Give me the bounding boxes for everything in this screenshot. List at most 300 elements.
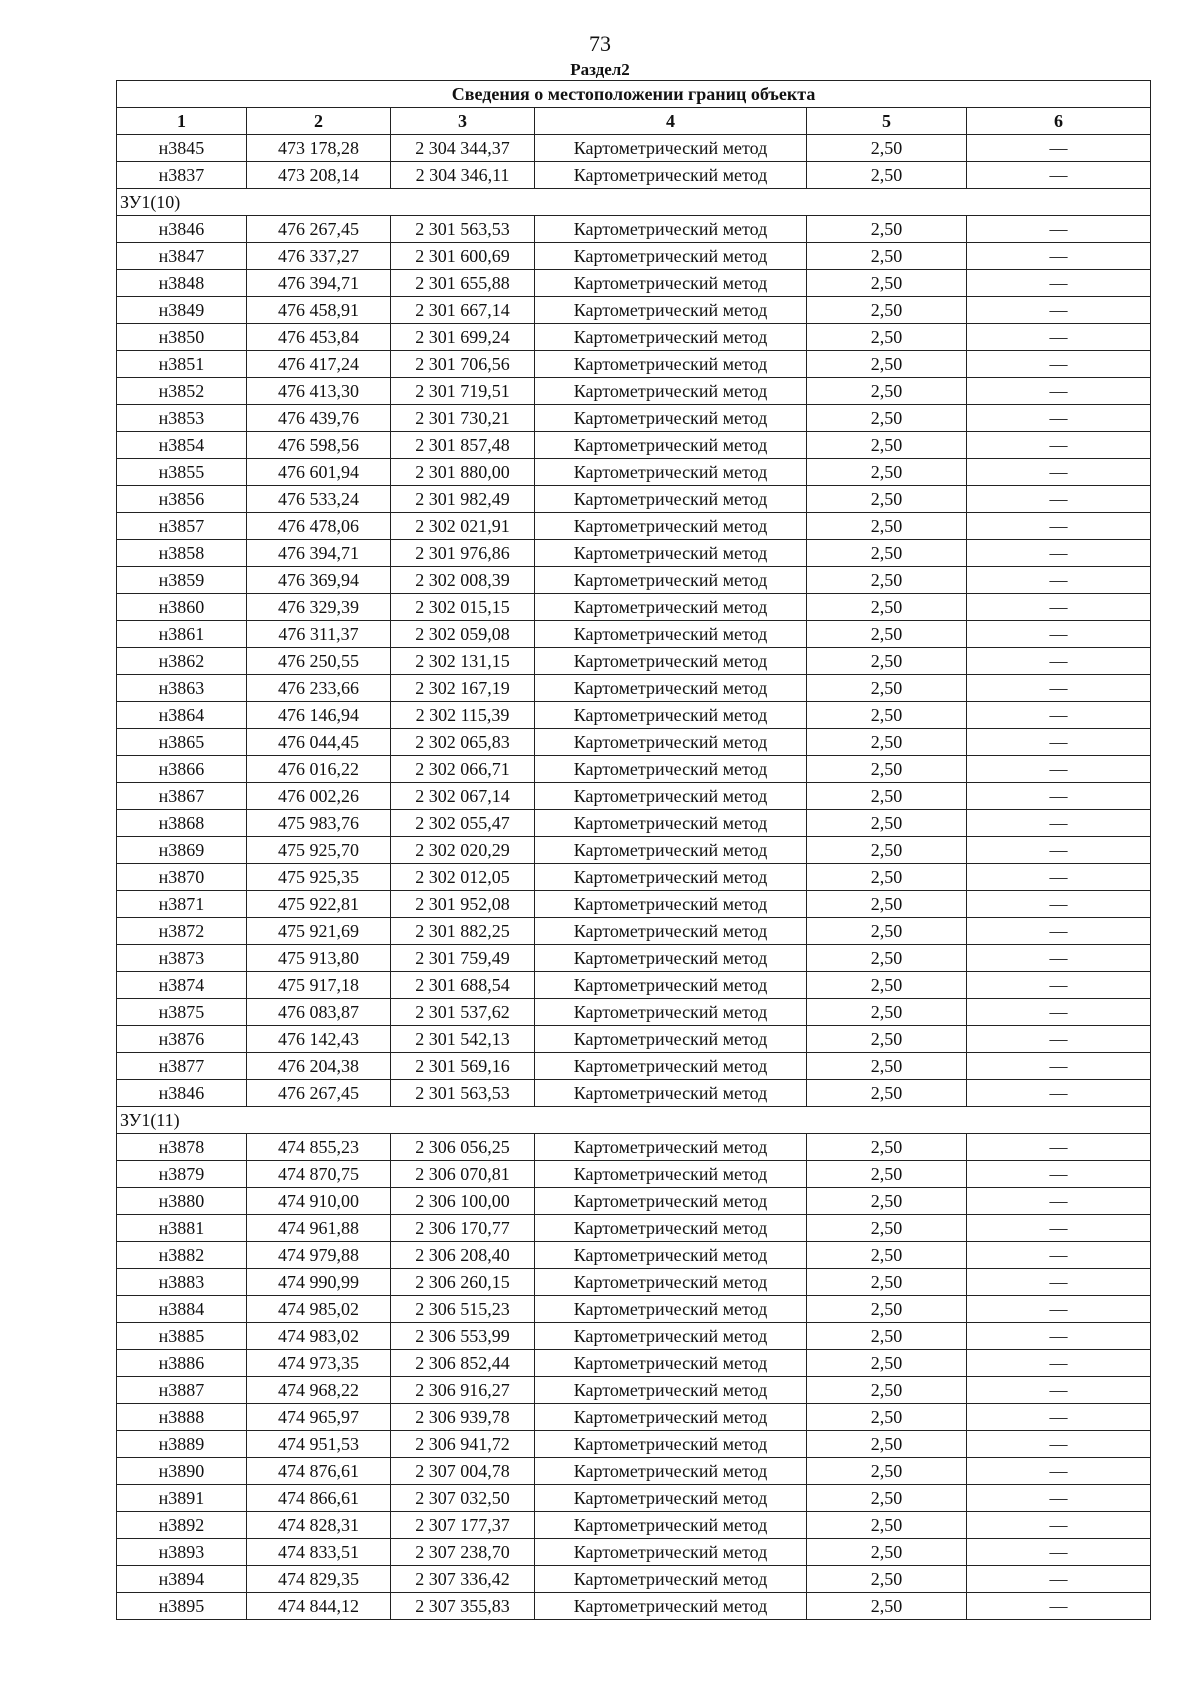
description-cell: — — [967, 918, 1151, 945]
description-cell: — — [967, 1296, 1151, 1323]
description-cell: — — [967, 162, 1151, 189]
method-cell: Картометрический метод — [535, 432, 807, 459]
y-coordinate-cell: 2 304 344,37 — [391, 135, 535, 162]
method-cell: Картометрический метод — [535, 540, 807, 567]
accuracy-cell: 2,50 — [807, 945, 967, 972]
method-cell: Картометрический метод — [535, 162, 807, 189]
group-label: ЗУ1(10) — [117, 189, 1151, 216]
point-id-cell: н3866 — [117, 756, 247, 783]
accuracy-cell: 2,50 — [807, 972, 967, 999]
method-cell: Картометрический метод — [535, 1458, 807, 1485]
point-id-cell: н3895 — [117, 1593, 247, 1620]
y-coordinate-cell: 2 301 719,51 — [391, 378, 535, 405]
y-coordinate-cell: 2 306 056,25 — [391, 1134, 535, 1161]
x-coordinate-cell: 476 533,24 — [247, 486, 391, 513]
description-cell: — — [967, 1539, 1151, 1566]
x-coordinate-cell: 474 844,12 — [247, 1593, 391, 1620]
x-coordinate-cell: 476 394,71 — [247, 540, 391, 567]
point-id-cell: н3885 — [117, 1323, 247, 1350]
table-row — [117, 1458, 1151, 1485]
table-row — [117, 1350, 1151, 1377]
x-coordinate-cell: 474 951,53 — [247, 1431, 391, 1458]
description-cell: — — [967, 1080, 1151, 1107]
y-coordinate-cell: 2 302 020,29 — [391, 837, 535, 864]
table-row — [117, 621, 1151, 648]
x-coordinate-cell: 474 961,88 — [247, 1215, 391, 1242]
table-row — [117, 243, 1151, 270]
y-coordinate-cell: 2 301 667,14 — [391, 297, 535, 324]
point-id-cell: н3850 — [117, 324, 247, 351]
accuracy-cell: 2,50 — [807, 675, 967, 702]
table-row — [117, 1377, 1151, 1404]
description-cell: — — [967, 135, 1151, 162]
x-coordinate-cell: 476 016,22 — [247, 756, 391, 783]
description-cell: — — [967, 702, 1151, 729]
accuracy-cell: 2,50 — [807, 459, 967, 486]
x-coordinate-cell: 475 983,76 — [247, 810, 391, 837]
method-cell: Картометрический метод — [535, 756, 807, 783]
y-coordinate-cell: 2 301 730,21 — [391, 405, 535, 432]
point-id-cell: н3855 — [117, 459, 247, 486]
method-cell: Картометрический метод — [535, 594, 807, 621]
point-id-cell: н3868 — [117, 810, 247, 837]
description-cell: — — [967, 1188, 1151, 1215]
table-row — [117, 405, 1151, 432]
method-cell: Картометрический метод — [535, 270, 807, 297]
x-coordinate-cell: 476 002,26 — [247, 783, 391, 810]
y-coordinate-cell: 2 307 004,78 — [391, 1458, 535, 1485]
method-cell: Картометрический метод — [535, 1350, 807, 1377]
x-coordinate-cell: 476 233,66 — [247, 675, 391, 702]
y-coordinate-cell: 2 301 880,00 — [391, 459, 535, 486]
accuracy-cell: 2,50 — [807, 864, 967, 891]
accuracy-cell: 2,50 — [807, 648, 967, 675]
accuracy-cell: 2,50 — [807, 1080, 967, 1107]
y-coordinate-cell: 2 301 563,53 — [391, 216, 535, 243]
table-row — [117, 216, 1151, 243]
table-row — [117, 1161, 1151, 1188]
description-cell: — — [967, 756, 1151, 783]
x-coordinate-cell: 474 876,61 — [247, 1458, 391, 1485]
accuracy-cell: 2,50 — [807, 540, 967, 567]
point-id-cell: н3875 — [117, 999, 247, 1026]
point-id-cell: н3891 — [117, 1485, 247, 1512]
table-row — [117, 135, 1151, 162]
x-coordinate-cell: 475 925,70 — [247, 837, 391, 864]
x-coordinate-cell: 476 267,45 — [247, 1080, 391, 1107]
y-coordinate-cell: 2 301 542,13 — [391, 1026, 535, 1053]
table-row — [117, 459, 1151, 486]
y-coordinate-cell: 2 301 600,69 — [391, 243, 535, 270]
table-title: Сведения о местоположении границ объекта — [117, 81, 1151, 108]
y-coordinate-cell: 2 301 982,49 — [391, 486, 535, 513]
table-row — [117, 1296, 1151, 1323]
point-id-cell: н3864 — [117, 702, 247, 729]
table-row — [117, 1134, 1151, 1161]
point-id-cell: н3849 — [117, 297, 247, 324]
x-coordinate-cell: 476 458,91 — [247, 297, 391, 324]
description-cell: — — [967, 1134, 1151, 1161]
description-cell: — — [967, 1566, 1151, 1593]
description-cell: — — [967, 1485, 1151, 1512]
accuracy-cell: 2,50 — [807, 378, 967, 405]
description-cell: — — [967, 513, 1151, 540]
table-title-row — [117, 81, 1151, 108]
column-header: 5 — [807, 108, 967, 135]
x-coordinate-cell: 476 204,38 — [247, 1053, 391, 1080]
description-cell: — — [967, 324, 1151, 351]
table-row — [117, 837, 1151, 864]
method-cell: Картометрический метод — [535, 1377, 807, 1404]
point-id-cell: н3863 — [117, 675, 247, 702]
method-cell: Картометрический метод — [535, 459, 807, 486]
point-id-cell: н3884 — [117, 1296, 247, 1323]
description-cell: — — [967, 405, 1151, 432]
method-cell: Картометрический метод — [535, 1026, 807, 1053]
x-coordinate-cell: 476 250,55 — [247, 648, 391, 675]
table-group-row — [117, 189, 1151, 216]
accuracy-cell: 2,50 — [807, 594, 967, 621]
accuracy-cell: 2,50 — [807, 324, 967, 351]
description-cell: — — [967, 297, 1151, 324]
accuracy-cell: 2,50 — [807, 1026, 967, 1053]
description-cell: — — [967, 216, 1151, 243]
table-row — [117, 1593, 1151, 1620]
accuracy-cell: 2,50 — [807, 513, 967, 540]
description-cell: — — [967, 675, 1151, 702]
accuracy-cell: 2,50 — [807, 1269, 967, 1296]
accuracy-cell: 2,50 — [807, 135, 967, 162]
x-coordinate-cell: 475 922,81 — [247, 891, 391, 918]
x-coordinate-cell: 474 829,35 — [247, 1566, 391, 1593]
x-coordinate-cell: 474 979,88 — [247, 1242, 391, 1269]
point-id-cell: н3861 — [117, 621, 247, 648]
point-id-cell: н3888 — [117, 1404, 247, 1431]
point-id-cell: н3887 — [117, 1377, 247, 1404]
point-id-cell: н3856 — [117, 486, 247, 513]
x-coordinate-cell: 474 828,31 — [247, 1512, 391, 1539]
x-coordinate-cell: 475 925,35 — [247, 864, 391, 891]
description-cell: — — [967, 1431, 1151, 1458]
y-coordinate-cell: 2 302 021,91 — [391, 513, 535, 540]
method-cell: Картометрический метод — [535, 1188, 807, 1215]
accuracy-cell: 2,50 — [807, 1593, 967, 1620]
y-coordinate-cell: 2 307 032,50 — [391, 1485, 535, 1512]
point-id-cell: н3865 — [117, 729, 247, 756]
y-coordinate-cell: 2 306 916,27 — [391, 1377, 535, 1404]
table-row — [117, 702, 1151, 729]
point-id-cell: н3877 — [117, 1053, 247, 1080]
description-cell: — — [967, 459, 1151, 486]
accuracy-cell: 2,50 — [807, 1539, 967, 1566]
x-coordinate-cell: 476 439,76 — [247, 405, 391, 432]
x-coordinate-cell: 476 417,24 — [247, 351, 391, 378]
point-id-cell: н3857 — [117, 513, 247, 540]
method-cell: Картометрический метод — [535, 1566, 807, 1593]
y-coordinate-cell: 2 301 699,24 — [391, 324, 535, 351]
method-cell: Картометрический метод — [535, 1485, 807, 1512]
x-coordinate-cell: 476 394,71 — [247, 270, 391, 297]
accuracy-cell: 2,50 — [807, 297, 967, 324]
x-coordinate-cell: 474 990,99 — [247, 1269, 391, 1296]
accuracy-cell: 2,50 — [807, 1566, 967, 1593]
description-cell: — — [967, 486, 1151, 513]
table-row — [117, 945, 1151, 972]
accuracy-cell: 2,50 — [807, 1242, 967, 1269]
table-row — [117, 918, 1151, 945]
y-coordinate-cell: 2 302 167,19 — [391, 675, 535, 702]
point-id-cell: н3894 — [117, 1566, 247, 1593]
method-cell: Картометрический метод — [535, 486, 807, 513]
table-row — [117, 1080, 1151, 1107]
point-id-cell: н3886 — [117, 1350, 247, 1377]
table-row — [117, 891, 1151, 918]
table-row — [117, 756, 1151, 783]
point-id-cell: н3872 — [117, 918, 247, 945]
description-cell: — — [967, 621, 1151, 648]
y-coordinate-cell: 2 302 067,14 — [391, 783, 535, 810]
point-id-cell: н3876 — [117, 1026, 247, 1053]
point-id-cell: н3853 — [117, 405, 247, 432]
point-id-cell: н3890 — [117, 1458, 247, 1485]
point-id-cell: н3846 — [117, 216, 247, 243]
method-cell: Картометрический метод — [535, 567, 807, 594]
x-coordinate-cell: 476 478,06 — [247, 513, 391, 540]
description-cell: — — [967, 810, 1151, 837]
method-cell: Картометрический метод — [535, 135, 807, 162]
description-cell: — — [967, 1026, 1151, 1053]
point-id-cell: н3882 — [117, 1242, 247, 1269]
y-coordinate-cell: 2 302 015,15 — [391, 594, 535, 621]
y-coordinate-cell: 2 306 100,00 — [391, 1188, 535, 1215]
description-cell: — — [967, 783, 1151, 810]
y-coordinate-cell: 2 301 882,25 — [391, 918, 535, 945]
method-cell: Картометрический метод — [535, 1404, 807, 1431]
accuracy-cell: 2,50 — [807, 756, 967, 783]
accuracy-cell: 2,50 — [807, 270, 967, 297]
y-coordinate-cell: 2 301 563,53 — [391, 1080, 535, 1107]
table-row — [117, 594, 1151, 621]
method-cell: Картометрический метод — [535, 864, 807, 891]
method-cell: Картометрический метод — [535, 702, 807, 729]
y-coordinate-cell: 2 302 066,71 — [391, 756, 535, 783]
accuracy-cell: 2,50 — [807, 891, 967, 918]
description-cell: — — [967, 594, 1151, 621]
method-cell: Картометрический метод — [535, 675, 807, 702]
description-cell: — — [967, 1593, 1151, 1620]
method-cell: Картометрический метод — [535, 918, 807, 945]
point-id-cell: н3845 — [117, 135, 247, 162]
x-coordinate-cell: 475 921,69 — [247, 918, 391, 945]
method-cell: Картометрический метод — [535, 1080, 807, 1107]
y-coordinate-cell: 2 306 170,77 — [391, 1215, 535, 1242]
accuracy-cell: 2,50 — [807, 1188, 967, 1215]
accuracy-cell: 2,50 — [807, 1350, 967, 1377]
description-cell: — — [967, 1377, 1151, 1404]
point-id-cell: н3880 — [117, 1188, 247, 1215]
method-cell: Картометрический метод — [535, 648, 807, 675]
accuracy-cell: 2,50 — [807, 837, 967, 864]
y-coordinate-cell: 2 302 008,39 — [391, 567, 535, 594]
table-row — [117, 1512, 1151, 1539]
point-id-cell: н3869 — [117, 837, 247, 864]
table-row — [117, 1242, 1151, 1269]
y-coordinate-cell: 2 301 706,56 — [391, 351, 535, 378]
method-cell: Картометрический метод — [535, 324, 807, 351]
description-cell: — — [967, 972, 1151, 999]
table-row — [117, 1026, 1151, 1053]
accuracy-cell: 2,50 — [807, 918, 967, 945]
x-coordinate-cell: 474 983,02 — [247, 1323, 391, 1350]
table-row — [117, 999, 1151, 1026]
method-cell: Картометрический метод — [535, 729, 807, 756]
table-row — [117, 1188, 1151, 1215]
x-coordinate-cell: 476 083,87 — [247, 999, 391, 1026]
point-id-cell: н3854 — [117, 432, 247, 459]
accuracy-cell: 2,50 — [807, 432, 967, 459]
y-coordinate-cell: 2 302 059,08 — [391, 621, 535, 648]
table-body — [117, 135, 1151, 1620]
point-id-cell: н3893 — [117, 1539, 247, 1566]
x-coordinate-cell: 474 910,00 — [247, 1188, 391, 1215]
table-row — [117, 324, 1151, 351]
accuracy-cell: 2,50 — [807, 1053, 967, 1080]
description-cell: — — [967, 729, 1151, 756]
point-id-cell: н3889 — [117, 1431, 247, 1458]
x-coordinate-cell: 476 044,45 — [247, 729, 391, 756]
table-row — [117, 378, 1151, 405]
y-coordinate-cell: 2 302 131,15 — [391, 648, 535, 675]
method-cell: Картометрический метод — [535, 999, 807, 1026]
y-coordinate-cell: 2 306 939,78 — [391, 1404, 535, 1431]
x-coordinate-cell: 476 413,30 — [247, 378, 391, 405]
y-coordinate-cell: 2 302 115,39 — [391, 702, 535, 729]
accuracy-cell: 2,50 — [807, 216, 967, 243]
method-cell: Картометрический метод — [535, 1161, 807, 1188]
y-coordinate-cell: 2 301 688,54 — [391, 972, 535, 999]
x-coordinate-cell: 476 329,39 — [247, 594, 391, 621]
description-cell: — — [967, 1242, 1151, 1269]
y-coordinate-cell: 2 301 759,49 — [391, 945, 535, 972]
accuracy-cell: 2,50 — [807, 621, 967, 648]
point-id-cell: н3871 — [117, 891, 247, 918]
table-row — [117, 1431, 1151, 1458]
point-id-cell: н3892 — [117, 1512, 247, 1539]
description-cell: — — [967, 864, 1151, 891]
point-id-cell: н3846 — [117, 1080, 247, 1107]
description-cell: — — [967, 351, 1151, 378]
x-coordinate-cell: 474 973,35 — [247, 1350, 391, 1377]
description-cell: — — [967, 1215, 1151, 1242]
accuracy-cell: 2,50 — [807, 1377, 967, 1404]
y-coordinate-cell: 2 301 537,62 — [391, 999, 535, 1026]
x-coordinate-cell: 474 866,61 — [247, 1485, 391, 1512]
point-id-cell: н3873 — [117, 945, 247, 972]
description-cell: — — [967, 270, 1151, 297]
y-coordinate-cell: 2 301 952,08 — [391, 891, 535, 918]
method-cell: Картометрический метод — [535, 945, 807, 972]
x-coordinate-cell: 475 917,18 — [247, 972, 391, 999]
x-coordinate-cell: 474 870,75 — [247, 1161, 391, 1188]
point-id-cell: н3847 — [117, 243, 247, 270]
table-header-row — [117, 108, 1151, 135]
group-label: ЗУ1(11) — [117, 1107, 1151, 1134]
table-row — [117, 567, 1151, 594]
table-row — [117, 864, 1151, 891]
y-coordinate-cell: 2 306 515,23 — [391, 1296, 535, 1323]
accuracy-cell: 2,50 — [807, 999, 967, 1026]
y-coordinate-cell: 2 302 012,05 — [391, 864, 535, 891]
point-id-cell: н3848 — [117, 270, 247, 297]
point-id-cell: н3883 — [117, 1269, 247, 1296]
method-cell: Картометрический метод — [535, 351, 807, 378]
x-coordinate-cell: 476 598,56 — [247, 432, 391, 459]
point-id-cell: н3878 — [117, 1134, 247, 1161]
table-row — [117, 1053, 1151, 1080]
method-cell: Картометрический метод — [535, 1053, 807, 1080]
table-row — [117, 810, 1151, 837]
description-cell: — — [967, 1053, 1151, 1080]
accuracy-cell: 2,50 — [807, 729, 967, 756]
description-cell: — — [967, 540, 1151, 567]
method-cell: Картометрический метод — [535, 1431, 807, 1458]
boundary-coordinates-table — [116, 80, 1151, 1620]
table-row — [117, 270, 1151, 297]
column-header: 4 — [535, 108, 807, 135]
table-row — [117, 1539, 1151, 1566]
x-coordinate-cell: 476 369,94 — [247, 567, 391, 594]
x-coordinate-cell: 474 968,22 — [247, 1377, 391, 1404]
x-coordinate-cell: 476 311,37 — [247, 621, 391, 648]
description-cell: — — [967, 1512, 1151, 1539]
table-row — [117, 1566, 1151, 1593]
accuracy-cell: 2,50 — [807, 1431, 967, 1458]
method-cell: Картометрический метод — [535, 216, 807, 243]
description-cell: — — [967, 1350, 1151, 1377]
table-row — [117, 1485, 1151, 1512]
accuracy-cell: 2,50 — [807, 1161, 967, 1188]
accuracy-cell: 2,50 — [807, 1323, 967, 1350]
table-row — [117, 1404, 1151, 1431]
point-id-cell: н3870 — [117, 864, 247, 891]
method-cell: Картометрический метод — [535, 783, 807, 810]
x-coordinate-cell: 474 965,97 — [247, 1404, 391, 1431]
x-coordinate-cell: 476 146,94 — [247, 702, 391, 729]
x-coordinate-cell: 474 855,23 — [247, 1134, 391, 1161]
column-header: 3 — [391, 108, 535, 135]
accuracy-cell: 2,50 — [807, 162, 967, 189]
point-id-cell: н3859 — [117, 567, 247, 594]
y-coordinate-cell: 2 307 336,42 — [391, 1566, 535, 1593]
y-coordinate-cell: 2 302 055,47 — [391, 810, 535, 837]
point-id-cell: н3858 — [117, 540, 247, 567]
x-coordinate-cell: 473 178,28 — [247, 135, 391, 162]
y-coordinate-cell: 2 306 260,15 — [391, 1269, 535, 1296]
point-id-cell: н3837 — [117, 162, 247, 189]
y-coordinate-cell: 2 301 857,48 — [391, 432, 535, 459]
accuracy-cell: 2,50 — [807, 783, 967, 810]
y-coordinate-cell: 2 304 346,11 — [391, 162, 535, 189]
description-cell: — — [967, 837, 1151, 864]
description-cell: — — [967, 1323, 1151, 1350]
method-cell: Картометрический метод — [535, 405, 807, 432]
description-cell: — — [967, 567, 1151, 594]
description-cell: — — [967, 243, 1151, 270]
method-cell: Картометрический метод — [535, 1269, 807, 1296]
method-cell: Картометрический метод — [535, 891, 807, 918]
y-coordinate-cell: 2 302 065,83 — [391, 729, 535, 756]
point-id-cell: н3879 — [117, 1161, 247, 1188]
